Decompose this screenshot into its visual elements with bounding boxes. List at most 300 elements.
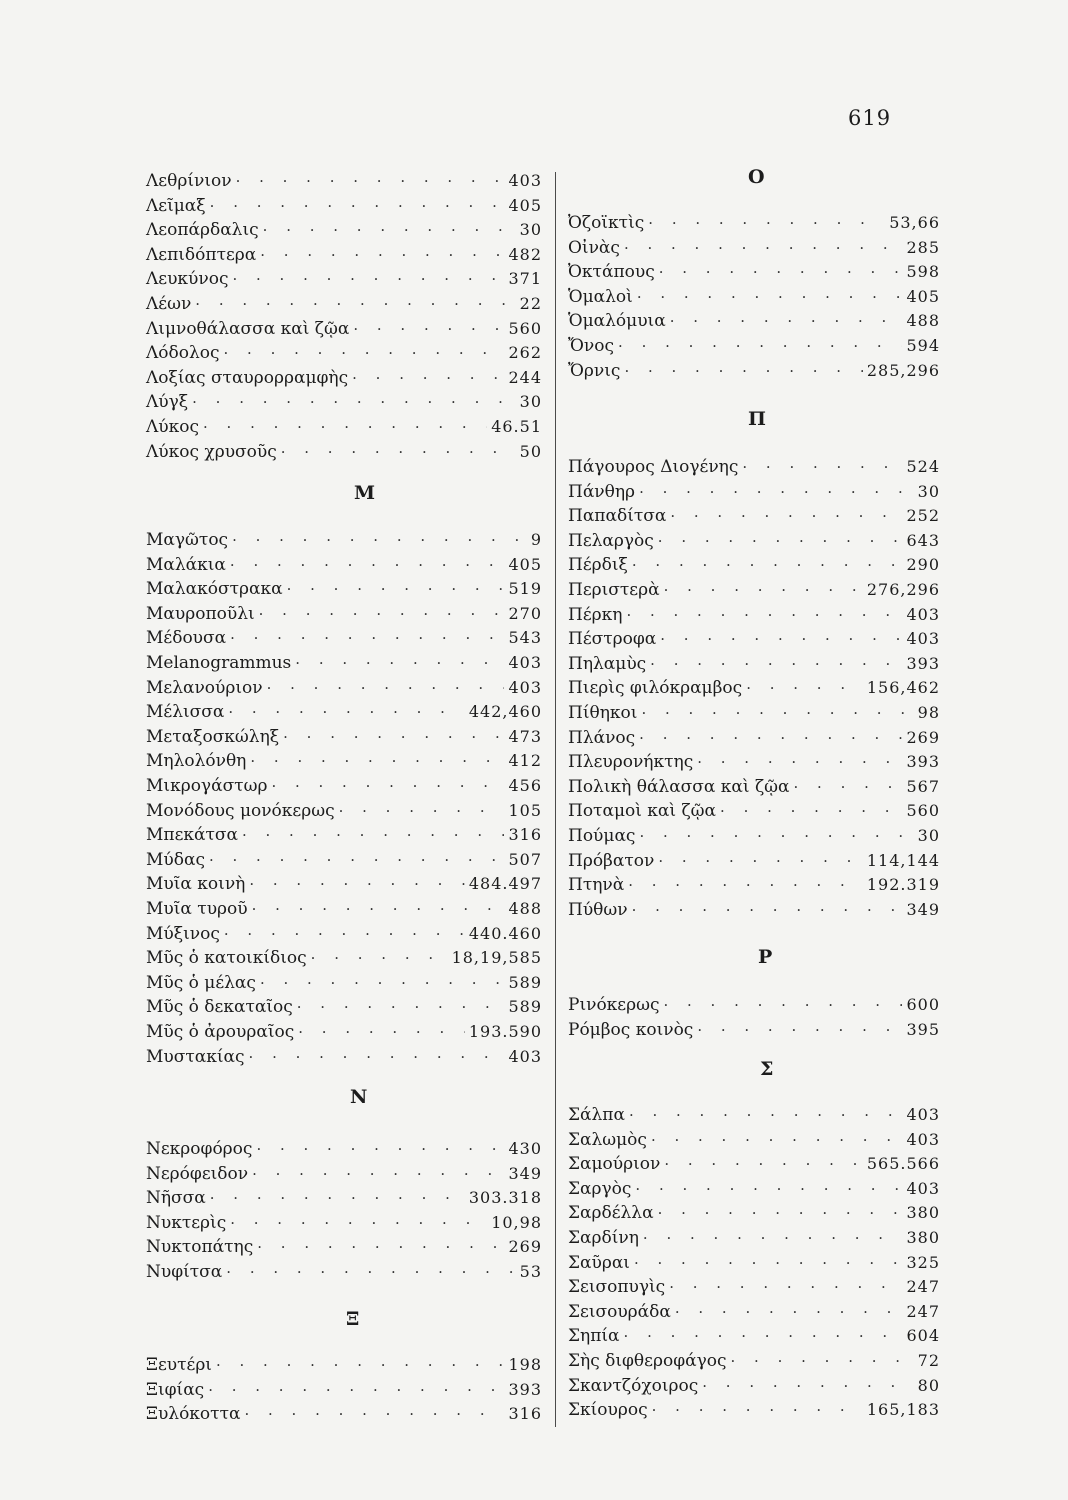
entry-term: Πελαργὸς: [568, 530, 654, 551]
entry-page-ref: 18,19,585: [451, 948, 542, 968]
entry-page-ref: 380: [906, 1203, 940, 1223]
dot-leader: [660, 627, 902, 652]
dot-leader: [626, 603, 902, 628]
entry-term: Πηλαμὺς: [568, 653, 647, 674]
section-letter-p: Π: [748, 408, 766, 430]
dot-leader: [639, 480, 914, 505]
entry-page-ref: 80: [917, 1375, 940, 1395]
entry-term: Μῦς ὁ δεκαταῖος: [146, 997, 293, 1018]
entry-page-ref: 290: [906, 555, 940, 575]
entry-term: Νυκτερὶς: [146, 1212, 227, 1233]
entry-page-ref: 349: [508, 1163, 542, 1183]
entry-term: Μονόδους μονόκερως: [146, 800, 335, 821]
index-entry: [146, 365, 542, 390]
entry-page-ref: 456: [508, 776, 542, 795]
dot-leader: [624, 359, 862, 384]
index-entry: [146, 527, 542, 552]
entry-page-ref: 247: [906, 1301, 940, 1321]
dot-leader: [663, 993, 902, 1018]
dot-leader: [628, 873, 863, 898]
dot-leader: [252, 1162, 504, 1187]
entry-term: Σεισουράδα: [568, 1301, 671, 1322]
index-entry: [568, 749, 940, 774]
dot-leader: [624, 1324, 903, 1349]
index-entry: [568, 210, 940, 235]
dot-leader: [192, 390, 516, 415]
index-entry: [568, 897, 940, 922]
entry-page-ref: 594: [906, 336, 940, 355]
entry-page-ref: 405: [906, 286, 940, 306]
dot-leader: [742, 455, 902, 480]
entry-page-ref: 53: [519, 1262, 542, 1281]
index-entry: [568, 358, 940, 383]
entry-page-ref: 488: [508, 899, 542, 918]
index-entry: [568, 1127, 940, 1152]
index-entry: [146, 748, 542, 773]
entry-page-ref: 285,296: [866, 360, 940, 380]
entry-page-ref: 30: [519, 392, 542, 412]
entry-term: Μαλάκια: [146, 554, 226, 575]
entry-term: Σάλπα: [568, 1105, 625, 1125]
index-entry: [568, 1250, 940, 1275]
dot-leader: [295, 651, 504, 676]
index-entry: [568, 798, 940, 823]
index-entry: [146, 552, 542, 577]
entry-page-ref: 193.590: [468, 1022, 542, 1041]
entry-page-ref: 482: [508, 244, 542, 264]
entry-term: Μπεκάτσα: [146, 825, 238, 846]
dot-leader: [353, 317, 504, 342]
index-entry: [568, 1274, 940, 1299]
entry-term: Melanogrammus: [146, 653, 292, 673]
entry-page-ref: 98: [917, 703, 940, 722]
entry-page-ref: 371: [508, 269, 542, 289]
entry-page-ref: 269: [906, 727, 940, 747]
index-entry: [146, 439, 542, 464]
dot-leader: [720, 799, 902, 824]
entry-term: Σκαντζόχοιρος: [568, 1375, 699, 1396]
dot-leader: [639, 726, 902, 751]
index-entry: [146, 1019, 542, 1044]
entry-page-ref: 403: [508, 171, 542, 190]
dot-leader: [230, 1211, 487, 1236]
entry-term: Πύθων: [568, 899, 628, 920]
entry-term: Σκίουρος: [568, 1400, 648, 1421]
index-entry: [568, 333, 940, 358]
dot-leader: [634, 1251, 902, 1276]
entry-page-ref: 412: [508, 751, 542, 771]
dot-leader: [675, 1300, 903, 1325]
entry-term: Παπαδίτσα: [568, 506, 667, 527]
entry-term: Νῆσσα: [146, 1188, 206, 1209]
entry-page-ref: 192.319: [866, 875, 940, 895]
entry-term: Μύξινος: [146, 923, 220, 944]
entry-term: Νυκτοπάτης: [146, 1237, 254, 1258]
entry-term: Ξευτέρι: [146, 1355, 212, 1375]
index-entry: [146, 1210, 542, 1235]
index-entry: [146, 1352, 542, 1377]
dot-leader: [731, 1349, 914, 1374]
entry-page-ref: 50: [519, 441, 542, 461]
entry-term: Περιστερὰ: [568, 580, 660, 600]
dot-leader: [643, 1226, 903, 1251]
entry-term: Μέλισσα: [146, 702, 225, 723]
index-entry: [146, 1234, 542, 1259]
section-letter-x: Ξ: [346, 1308, 360, 1330]
index-entry: [568, 259, 940, 284]
entry-page-ref: 247: [906, 1277, 940, 1297]
dot-leader: [639, 824, 913, 849]
entry-term: Μαυροποῦλι: [146, 603, 255, 624]
entry-page-ref: 560: [906, 801, 940, 821]
entry-page-ref: 473: [508, 726, 542, 746]
index-entry: [568, 235, 940, 260]
index-entry: [146, 822, 542, 847]
entry-page-ref: 30: [917, 826, 940, 845]
dot-leader: [210, 1186, 465, 1211]
index-entry: [146, 389, 542, 414]
entry-page-ref: 643: [906, 530, 940, 550]
index-entry: [568, 1373, 940, 1398]
index-entry: [568, 602, 940, 627]
entry-term: Ρινόκερως: [568, 995, 660, 1015]
entry-page-ref: 600: [906, 995, 940, 1014]
index-entry: [568, 1151, 940, 1176]
entry-term: Ὀκτάπους: [568, 262, 655, 283]
index-entry: [146, 970, 542, 995]
entry-page-ref: 30: [917, 481, 940, 501]
entry-term: Πάνθηρ: [568, 481, 636, 502]
entry-page-ref: 276,296: [866, 580, 940, 599]
entry-term: Μυῖα τυροῦ: [146, 899, 248, 919]
entry-term: Ποταμοὶ καὶ ζῷα: [568, 801, 717, 822]
entry-term: Πρόβατον: [568, 850, 655, 871]
entry-term: Μῦς ὁ μέλας: [146, 972, 256, 993]
index-entry: [146, 340, 542, 365]
index-entry: [146, 1136, 542, 1161]
entry-page-ref: 316: [508, 825, 542, 845]
index-entry: [568, 1200, 940, 1225]
entry-page-ref: 395: [906, 1019, 940, 1039]
entry-page-ref: 393: [906, 653, 940, 673]
dot-leader: [652, 1398, 863, 1423]
dot-leader: [230, 553, 505, 578]
entry-term: Σὴς διφθεροφάγος: [568, 1351, 727, 1371]
index-entry: [146, 871, 542, 896]
entry-page-ref: 589: [508, 997, 542, 1017]
index-entry: [146, 291, 542, 316]
entry-page-ref: 440.460: [468, 923, 542, 943]
dot-leader: [263, 218, 516, 243]
entry-page-ref: 53,66: [889, 213, 940, 232]
entry-page-ref: 380: [906, 1228, 940, 1247]
index-entry: [568, 848, 940, 873]
dot-leader: [210, 194, 505, 219]
dot-leader: [637, 285, 903, 310]
entry-page-ref: 524: [906, 457, 940, 476]
entry-term: Σηπία: [568, 1326, 620, 1347]
entry-term: Μικρογάστωρ: [146, 776, 268, 796]
dot-leader: [658, 849, 862, 874]
dot-leader: [697, 750, 902, 775]
entry-page-ref: 46.51: [491, 417, 542, 436]
section-letter-n: Ν: [350, 1086, 368, 1108]
entry-term: Σαρδέλλα: [568, 1203, 654, 1224]
entry-term: Λεθρίνιον: [146, 171, 232, 191]
dot-leader: [670, 504, 902, 529]
entry-page-ref: 165,183: [866, 1400, 940, 1420]
entry-term: Ὄνος: [568, 336, 615, 356]
index-entry: [146, 1044, 542, 1069]
dot-leader: [249, 872, 464, 897]
index-entry: [146, 945, 542, 970]
index-entry: [568, 284, 940, 309]
dot-leader: [648, 211, 885, 236]
entry-page-ref: 543: [508, 628, 542, 648]
entry-page-ref: 519: [508, 579, 542, 599]
entry-page-ref: 488: [906, 311, 940, 331]
dot-leader: [650, 652, 902, 677]
dot-leader: [697, 1018, 902, 1043]
entry-term: Πλευρονήκτης: [568, 752, 694, 773]
entry-page-ref: 393: [906, 752, 940, 772]
entry-page-ref: 403: [906, 629, 940, 649]
entry-page-ref: 403: [906, 604, 940, 624]
section-letter-m: Μ: [354, 482, 376, 504]
dot-leader: [252, 897, 505, 922]
dot-leader: [230, 626, 504, 651]
entry-term: Νυφίτσα: [146, 1262, 223, 1282]
entry-page-ref: 403: [906, 1178, 940, 1198]
dot-leader: [232, 528, 527, 553]
index-entry: [146, 576, 542, 601]
dot-leader: [664, 578, 863, 603]
entry-term: Σεισοπυγὶς: [568, 1277, 666, 1298]
index-entry: [146, 896, 542, 921]
entry-page-ref: 262: [508, 343, 542, 363]
index-entry: [146, 847, 542, 872]
index-entry: [568, 454, 940, 479]
index-entry: [568, 503, 940, 528]
index-entry: [146, 625, 542, 650]
entry-term: Λόδολος: [146, 343, 220, 364]
section-letter-o: Ο: [748, 166, 765, 188]
column-divider: [555, 172, 556, 1427]
dot-leader: [216, 1353, 504, 1378]
entry-page-ref: 269: [508, 1237, 542, 1257]
entry-term: Πλάνος: [568, 727, 636, 748]
dot-leader: [618, 334, 902, 359]
dot-leader: [283, 725, 504, 750]
entry-page-ref: 567: [906, 776, 940, 796]
index-entry: [568, 725, 940, 750]
entry-term: Λεοπάρδαλις: [146, 220, 259, 241]
entry-term: Ὀζοϊκτὶς: [568, 213, 645, 233]
entry-page-ref: 156,462: [866, 678, 940, 698]
dot-leader: [298, 1020, 465, 1045]
entry-term: Λεῖμαξ: [146, 195, 206, 216]
entry-page-ref: 393: [508, 1379, 542, 1399]
entry-term: Λοξίας σταυρορραμφὴς: [146, 367, 349, 388]
dot-leader: [244, 1402, 504, 1427]
index-entry: [568, 552, 940, 577]
dot-leader: [208, 1378, 504, 1403]
index-entry: [568, 1397, 940, 1422]
entry-term: Μεταξοσκώληξ: [146, 726, 280, 747]
entry-term: Σαῦραι: [568, 1252, 630, 1273]
entry-page-ref: 507: [508, 849, 542, 869]
index-entry: [568, 1225, 940, 1250]
entry-term: Σαρδίνη: [568, 1228, 639, 1248]
entry-term: Νερόφειδον: [146, 1163, 249, 1184]
entry-page-ref: 325: [906, 1252, 940, 1272]
entry-term: Πάγουρος Διογένης: [568, 457, 739, 477]
dot-leader: [195, 292, 515, 317]
entry-term: Μυστακίας: [146, 1046, 245, 1067]
entry-term: Μέδουσα: [146, 628, 227, 649]
dot-leader: [257, 1235, 504, 1260]
entry-page-ref: 316: [508, 1404, 542, 1424]
index-entry: [146, 1377, 542, 1402]
entry-page-ref: 198: [508, 1355, 542, 1374]
entry-page-ref: 430: [508, 1139, 542, 1158]
entry-page-ref: 105: [508, 800, 542, 820]
dot-leader: [242, 823, 504, 848]
entry-page-ref: 349: [906, 899, 940, 919]
entry-page-ref: 484.497: [468, 874, 542, 894]
dot-leader: [260, 971, 505, 996]
index-entry: [568, 577, 940, 602]
entry-page-ref: 405: [508, 195, 542, 215]
entry-page-ref: 270: [508, 603, 542, 623]
entry-term: Λεπιδόπτερα: [146, 244, 257, 265]
entry-term: Μηλολόνθη: [146, 751, 247, 772]
entry-term: Σαλωμὸς: [568, 1129, 647, 1150]
entry-page-ref: 403: [508, 1046, 542, 1066]
dot-leader: [311, 946, 448, 971]
dot-leader: [658, 1201, 903, 1226]
index-entry: [568, 1017, 940, 1042]
dot-leader: [352, 366, 504, 391]
entry-term: Ξιφίας: [146, 1379, 205, 1400]
dot-leader: [339, 799, 505, 824]
dot-leader: [632, 553, 903, 578]
index-entry: [146, 1161, 542, 1186]
index-entry: [568, 1348, 940, 1373]
entry-page-ref: 114,144: [866, 850, 940, 870]
entry-term: Λιμνοθάλασσα καὶ ζῷα: [146, 318, 350, 339]
section-letter-s: Σ: [760, 1058, 774, 1080]
dot-leader: [664, 1152, 862, 1177]
index-entry: [568, 872, 940, 897]
entry-page-ref: 22: [519, 294, 542, 313]
dot-leader: [224, 341, 505, 366]
entry-term: Πέστροφα: [568, 629, 657, 650]
index-entry: [146, 773, 542, 798]
dot-leader: [658, 529, 903, 554]
index-entry: [568, 992, 940, 1017]
entry-term: Μαλακόστρακα: [146, 579, 283, 600]
dot-leader: [632, 898, 903, 923]
entry-page-ref: 244: [508, 367, 542, 387]
dot-leader: [297, 995, 505, 1020]
entry-term: Λευκύνος: [146, 269, 229, 290]
entry-term: Μῦς ὁ ἀρουραῖος: [146, 1022, 295, 1042]
dot-leader: [281, 440, 516, 465]
dot-leader: [271, 774, 504, 799]
entry-term: Μῦς ὁ κατοικίδιος: [146, 948, 307, 969]
entry-term: Σαμούριον: [568, 1154, 661, 1175]
entry-term: Μελανούριον: [146, 677, 263, 698]
dot-leader: [702, 1374, 913, 1399]
entry-term: Λέων: [146, 294, 192, 314]
page-number: 619: [848, 106, 892, 130]
entry-page-ref: 442,460: [468, 702, 542, 722]
dot-leader: [287, 577, 505, 602]
entry-term: Ὁμαλοὶ: [568, 286, 633, 307]
entry-term: Πίθηκοι: [568, 703, 638, 723]
entry-term: Λύκος χρυσοῦς: [146, 441, 277, 462]
entry-term: Πούμας: [568, 826, 636, 846]
index-entry: [146, 1185, 542, 1210]
entry-page-ref: 403: [508, 653, 542, 672]
entry-page-ref: 252: [906, 506, 940, 526]
entry-page-ref: 403: [906, 1105, 940, 1124]
entry-term: Νεκροφόρος: [146, 1139, 253, 1159]
entry-page-ref: 285: [906, 237, 940, 257]
dot-leader: [635, 1177, 902, 1202]
index-entry: [568, 479, 940, 504]
entry-term: Ξυλόκοττα: [146, 1404, 241, 1425]
entry-term: Μαγῶτος: [146, 530, 229, 550]
entry-page-ref: 598: [906, 262, 940, 282]
entry-page-ref: 589: [508, 972, 542, 992]
dot-leader: [624, 236, 903, 261]
dot-leader: [256, 1137, 504, 1162]
section-letter-r: Ρ: [758, 946, 773, 968]
entry-page-ref: 9: [530, 530, 542, 549]
entry-term: Οἰνὰς: [568, 237, 620, 258]
index-entry: [146, 675, 542, 700]
index-entry: [568, 651, 940, 676]
dot-leader: [267, 676, 505, 701]
entry-term: Ὁμαλόμυια: [568, 311, 666, 332]
index-entry: [146, 242, 542, 267]
dot-leader: [203, 415, 487, 440]
entry-term: Λύκος: [146, 417, 199, 437]
entry-page-ref: 303.318: [468, 1188, 542, 1208]
index-entry: [568, 1323, 940, 1348]
dot-leader: [629, 1103, 903, 1128]
dot-leader: [224, 922, 465, 947]
entry-page-ref: 10,98: [491, 1212, 542, 1232]
dot-leader: [259, 602, 505, 627]
index-entry: [146, 414, 542, 439]
entry-term: Πέρκη: [568, 604, 623, 625]
dot-leader: [670, 309, 903, 334]
entry-term: Πέρδιξ: [568, 555, 628, 576]
index-entry: [146, 193, 542, 218]
index-entry: [568, 308, 940, 333]
dot-leader: [236, 169, 505, 194]
index-entry: [146, 724, 542, 749]
index-entry: [146, 217, 542, 242]
index-entry: [146, 1259, 542, 1284]
index-entry: [568, 1102, 940, 1127]
entry-term: Ρόμβος κοινὸς: [568, 1019, 694, 1040]
index-entry: [568, 1176, 940, 1201]
entry-term: Μύδας: [146, 849, 205, 870]
